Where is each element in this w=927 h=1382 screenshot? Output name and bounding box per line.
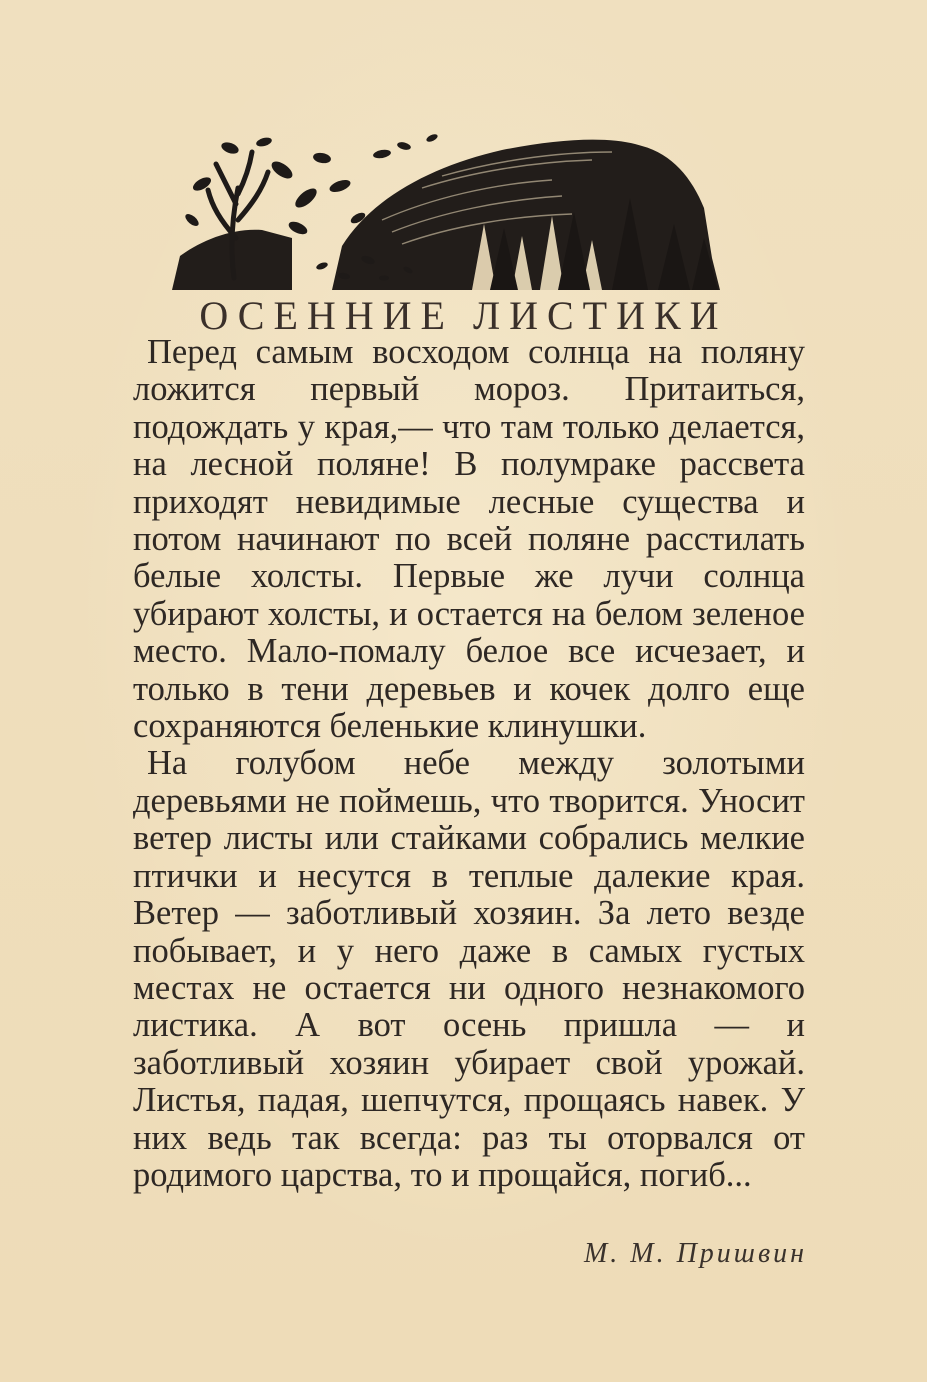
paragraph: Перед самым восходом солнца на поляну ложится первый мороз. Притаиться, подождать у края,— что там только делается, на лесной поляне! В полумраке рассвета приходят невидимые лесные существа и потом начинают по всей поляне расстилать белые холсты. Первые же лучи солнца убирают холсты, и остается на белом зеленое место. Мало-помалу белое все исчезает, и только в тени деревьев и кочек долго еще сохраняются беленькие клинушки. [133, 333, 805, 746]
article-body [133, 334, 805, 1194]
author-signature: М. М. Пришвин [583, 1238, 807, 1269]
paragraph: На голубом небе между золотыми деревьями не поймешь, что творится. Уносит ветер листы или стайками собрались мелкие птички и несутся в теплые далекие края. Ветер — заботливый хозяин. За лето везде побывает, и у него даже в самых густых местах не остается ни одного незнакомого листика. А вот осень пришла — и заботливый хозяин убирает свой урожай. Листья, падая, шепчутся, прощаясь навек. У них ведь так всегда: раз ты оторвался от родимого царства, то и прощайся, погиб... [133, 744, 805, 1194]
autumn-forest-woodcut-icon [172, 128, 732, 290]
article-title: ОСЕННИЕ ЛИСТИКИ [199, 293, 728, 338]
